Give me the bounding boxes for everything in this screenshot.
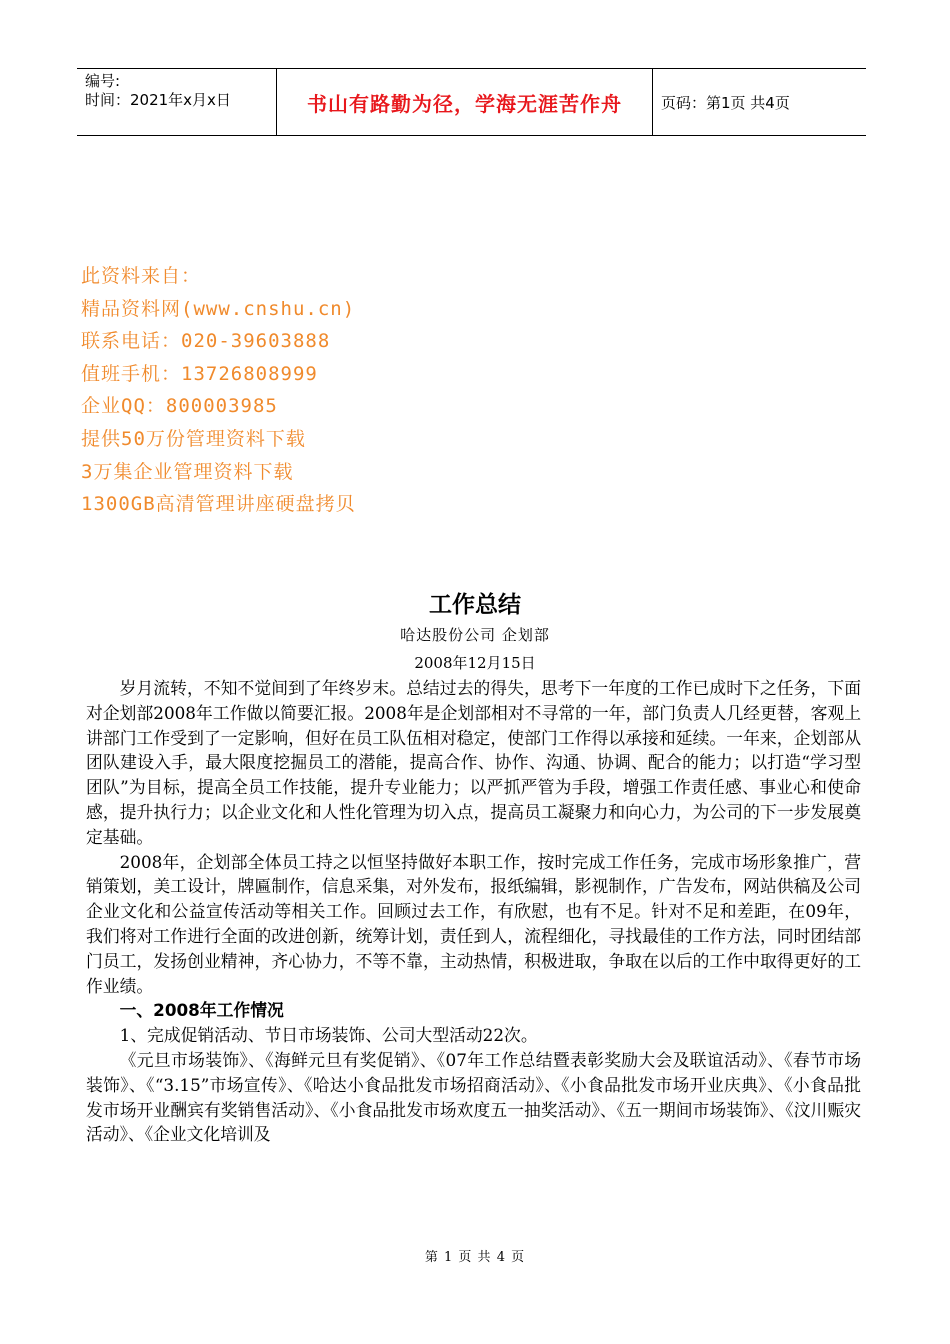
promo-block	[81, 260, 356, 521]
time-label: 时间：2021年x月x日	[85, 91, 231, 109]
document-title: 工作总结	[429, 592, 521, 618]
promo-line: 3万集企业管理资料下载	[81, 460, 294, 483]
promo-line: 1300GB高清管理讲座硬盘拷贝	[81, 493, 356, 516]
list-item-detail: 《元旦市场装饰》、《海鲜元旦有奖促销》、《07年工作总结暨表彰奖励大会及联谊活动》、《春节市场装饰》、《“3.15”市场宣传》、《哈达小食品批发市场招商活动》、《小食品批发市场开业庆典》、《小食品批发市场开业酬宾有奖销售活动》、《小食品批发市场欢度五一抽奖活动》、《五一期间市场装饰》、《汶川赈灾活动》、《企业文化培训及	[86, 1049, 861, 1145]
page-footer: 第 1 页 共 4 页	[424, 1250, 526, 1265]
promo-line: 联系电话：020-39603888	[81, 330, 331, 353]
paragraph: 2008年，企划部全体员工持之以恒坚持做好本职工作，按时完成工作任务，完成市场形象推广，营销策划，美工设计，牌匾制作，信息采集，对外发布，报纸编辑，影视制作，广告发布，网站供稿及公司企业文化和公益宣传活动等相关工作。回顾过去工作，有欣慰，也有不足。针对不足和差距，在09年，我们将对工作进行全面的改进创新，统筹计划，责任到人，流程细化，寻找最佳的工作方法，同时团结部门员工，发扬创业精神，齐心协力，不等不靠，主动热情，积极进取，争取在以后的工作中取得更好的工作业绩。	[86, 851, 861, 996]
number-label: 编号:	[85, 72, 121, 90]
header-motto: 书山有路勤为径，学海无涯苦作舟	[277, 69, 653, 135]
header-page-info: 页码：第1页 共4页	[661, 93, 790, 112]
header-meta-cell	[77, 69, 277, 135]
promo-line: 精品资料网(www.cnshu.cn)	[81, 297, 356, 320]
list-item: 1、完成促销活动、节日市场装饰、公司大型活动22次。	[119, 1025, 538, 1046]
document-org: 哈达股份公司 企划部	[400, 626, 550, 644]
document-date: 2008年12月15日	[414, 654, 536, 672]
promo-line: 此资料来自：	[81, 265, 202, 287]
promo-line: 提供50万份管理资料下载	[81, 427, 306, 450]
section-heading: 一、2008年工作情况	[119, 1000, 284, 1021]
paragraph: 岁月流转，不知不觉间到了年终岁末。总结过去的得失，思考下一年度的工作已成时下之任务，下面对企划部2008年工作做以简要汇报。2008年是企划部相对不寻常的一年，部门负责人几经更替，客观上讲部门工作受到了一定影响，但好在员工队伍相对稳定，使部门工作得以承接和延续。一年来，企划部从团队建设入手，最大限度挖掘员工的潜能，提高合作、协作、沟通、协调、配合的能力；以打造“学习型团队”为目标，提高全员工作技能，提升专业能力；以严抓严管为手段，增强工作责任感、事业心和使命感，提升执行力；以企业文化和人性化管理为切入点，提高员工凝聚力和向心力，为公司的下一步发展奠定基础。	[86, 678, 861, 847]
promo-line: 值班手机：13726808999	[81, 362, 318, 385]
document-body	[86, 676, 861, 1147]
promo-line: 企业QQ：800003985	[81, 395, 278, 418]
page-header	[77, 68, 866, 136]
